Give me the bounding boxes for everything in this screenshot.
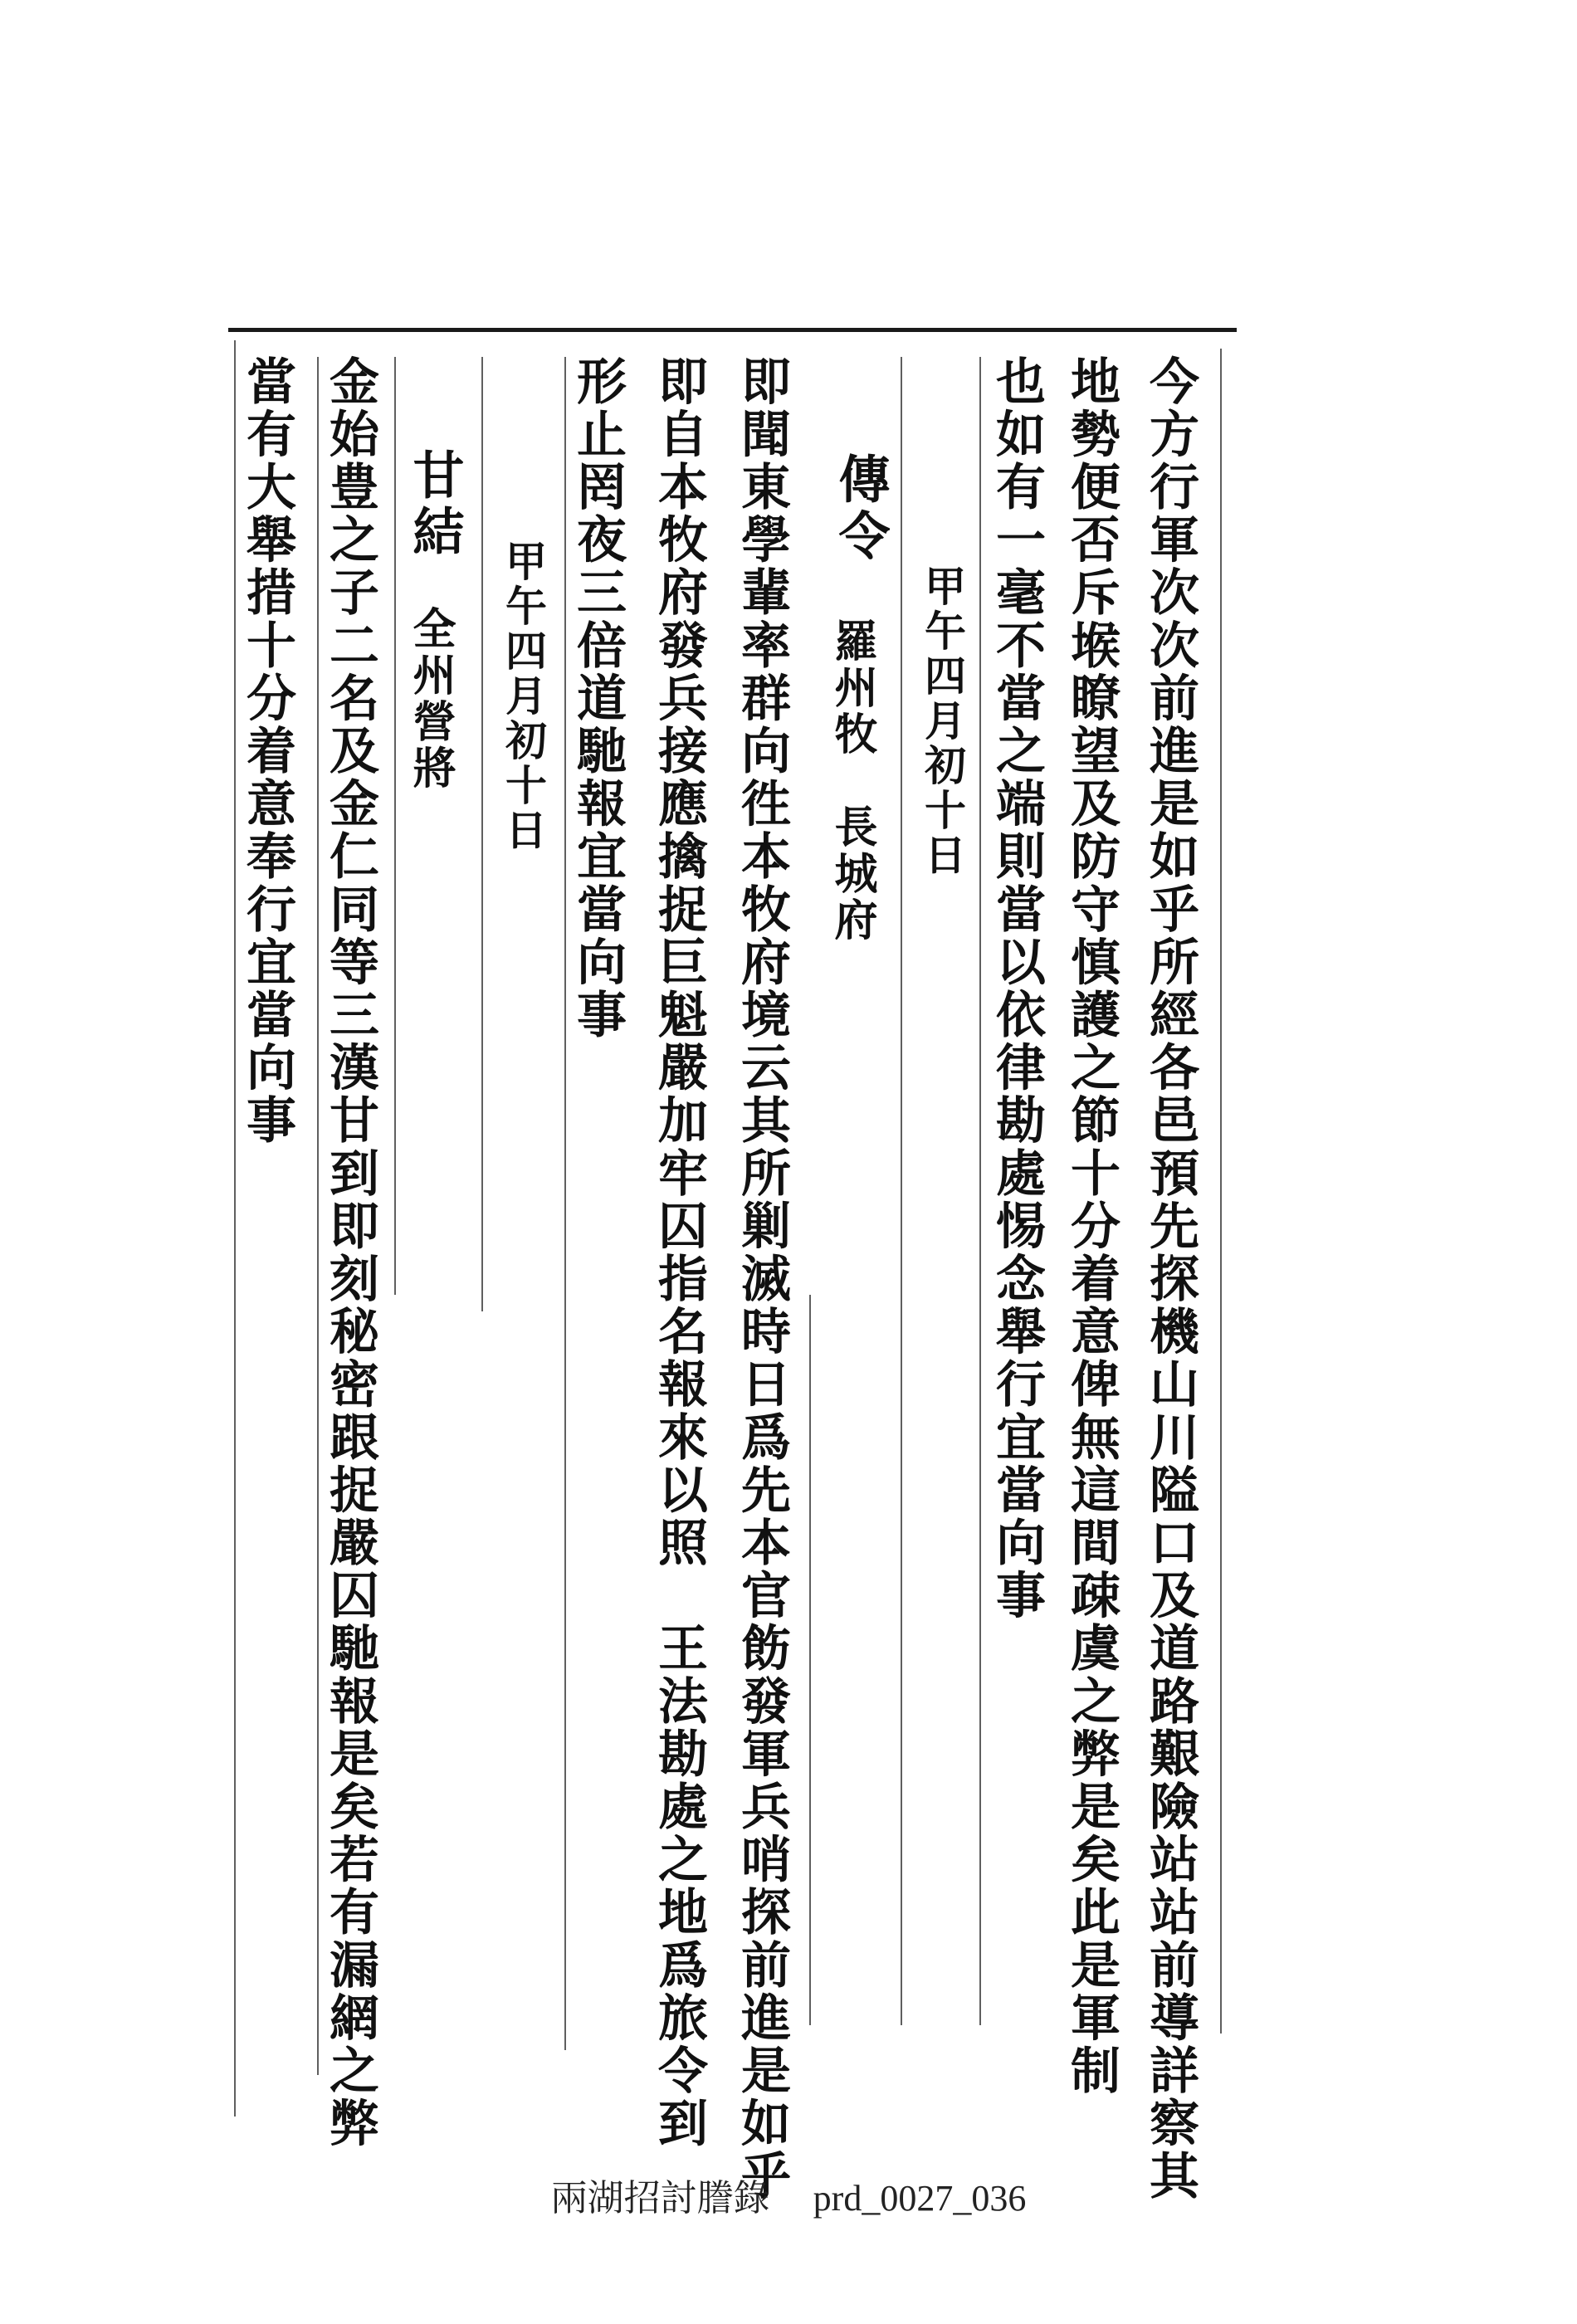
footer-page-id: prd_0027_036 [813,2178,1027,2219]
column-rule [234,340,236,2116]
section-heading: 甘結 [404,448,465,561]
column-rule [481,357,483,1311]
addressee-line: 羅州牧 長城府 [827,618,877,944]
text-column: 即自本牧府發兵接應擒捉巨魁嚴加牢囚指名報來以照 王法勘處之地爲旅令到 [650,355,708,2151]
text-column: 金始豊之子二名及金仁同等三漢甘到即刻秘密跟捉嚴囚馳報是矣若有漏網之弊 [321,355,379,2151]
text-column: 形止罔夜三倍道馳報宜當向事 [569,355,627,1042]
text-column: 即聞東學輩率群向徃本牧府境云其所剿滅時日爲先本官飭發軍兵哨探前進是如乎 [733,355,791,2203]
column-rule [901,357,902,2025]
column-rule [809,1295,811,2025]
date-line: 甲午四月初十日 [918,564,967,878]
text-column: 當有大舉措十分着意奉行宜當向事 [238,355,296,1147]
addressee-line: 全州營將 [405,606,456,792]
date-line: 甲午四月初十日 [499,540,548,853]
text-column: 今方行軍次次前進是如乎所經各邑預先探機山川隘口及道路艱險站站前導詳察其 [1141,355,1199,2203]
page-footer [0,2168,1577,2221]
column-rule [979,357,981,2025]
column-rule [564,357,566,2050]
footer-title: 兩湖招討謄錄 [550,2178,770,2219]
text-column: 也如有一毫不當之端則當以依律勘處惕念舉行宜當向事 [988,355,1046,1623]
top-border-rule [228,328,1237,332]
section-heading: 傳令 [830,452,891,565]
column-rule [394,357,396,1295]
column-rule [1220,349,1222,2034]
text-column: 地勢便否斥堠瞭望及防守慎護之節十分着意俾無這間疎虞之弊是矣此是軍制 [1062,355,1120,2097]
column-rule [317,357,319,2075]
